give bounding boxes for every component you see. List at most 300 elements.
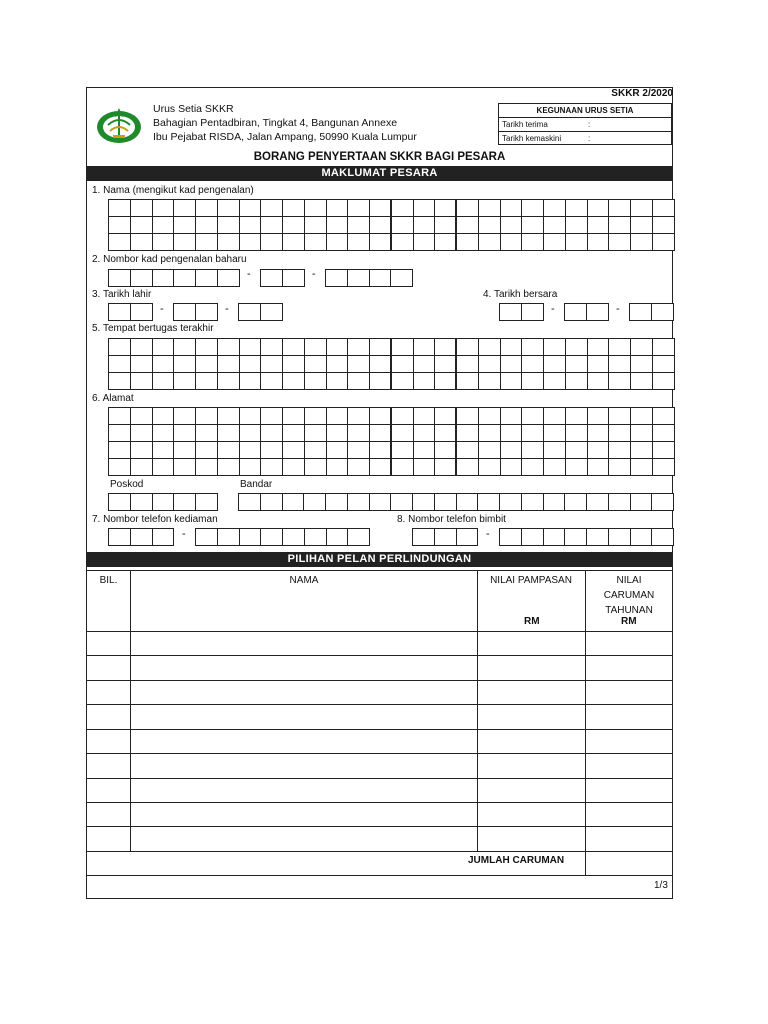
nama-cell[interactable] bbox=[239, 216, 262, 234]
kediaman-part2-cell[interactable] bbox=[347, 528, 370, 546]
alamat-cell[interactable] bbox=[456, 407, 479, 425]
bandar-cell[interactable] bbox=[390, 493, 413, 511]
bandar-cell[interactable] bbox=[456, 493, 479, 511]
alamat-cell[interactable] bbox=[130, 458, 153, 476]
alamat-cell[interactable] bbox=[326, 458, 349, 476]
lahir-month-cell[interactable] bbox=[195, 303, 218, 321]
table-row[interactable] bbox=[87, 656, 672, 680]
nama-cell[interactable] bbox=[608, 233, 631, 251]
alamat-cell[interactable] bbox=[391, 424, 414, 442]
alamat-cell[interactable] bbox=[630, 458, 653, 476]
nama-cell[interactable] bbox=[587, 199, 610, 217]
alamat-cell[interactable] bbox=[521, 424, 544, 442]
updated-date-row[interactable]: Tarikh kemaskini : bbox=[502, 134, 591, 143]
bandar-cell[interactable] bbox=[586, 493, 609, 511]
nama-cell[interactable] bbox=[630, 199, 653, 217]
nama-cell[interactable] bbox=[456, 233, 479, 251]
tempat-cell[interactable] bbox=[282, 338, 305, 356]
tempat-cell[interactable] bbox=[500, 372, 523, 390]
ic-part3-cell[interactable] bbox=[369, 269, 392, 287]
nama-cell[interactable] bbox=[456, 199, 479, 217]
tempat-cell[interactable] bbox=[630, 338, 653, 356]
received-date-row[interactable]: Tarikh terima : bbox=[499, 118, 671, 132]
alamat-cell[interactable] bbox=[434, 407, 457, 425]
alamat-cell[interactable] bbox=[152, 424, 175, 442]
alamat-cell[interactable] bbox=[413, 407, 436, 425]
nama-cell[interactable] bbox=[521, 199, 544, 217]
alamat-cell[interactable] bbox=[500, 441, 523, 459]
alamat-cell[interactable] bbox=[347, 441, 370, 459]
nama-cell[interactable] bbox=[282, 216, 305, 234]
alamat-cell[interactable] bbox=[630, 407, 653, 425]
bimbit-part1-cell[interactable] bbox=[434, 528, 457, 546]
ic-part3-cell[interactable] bbox=[347, 269, 370, 287]
kediaman-part1-cell[interactable] bbox=[152, 528, 175, 546]
alamat-cell[interactable] bbox=[173, 407, 196, 425]
tempat-cell[interactable] bbox=[543, 372, 566, 390]
table-row[interactable] bbox=[87, 730, 672, 753]
tempat-cell[interactable] bbox=[304, 355, 327, 373]
lahir-year-cell[interactable] bbox=[238, 303, 261, 321]
alamat-cell[interactable] bbox=[391, 441, 414, 459]
alamat-cell[interactable] bbox=[587, 407, 610, 425]
alamat-cell[interactable] bbox=[347, 407, 370, 425]
table-row[interactable] bbox=[87, 779, 672, 802]
ic-part1-cell[interactable] bbox=[130, 269, 153, 287]
nama-cell[interactable] bbox=[369, 233, 392, 251]
ic-part2-cell[interactable] bbox=[260, 269, 283, 287]
nama-cell[interactable] bbox=[239, 199, 262, 217]
alamat-cell[interactable] bbox=[173, 458, 196, 476]
nama-cell[interactable] bbox=[282, 233, 305, 251]
alamat-cell[interactable] bbox=[239, 458, 262, 476]
nama-cell[interactable] bbox=[478, 233, 501, 251]
nama-cell[interactable] bbox=[195, 199, 218, 217]
bersara-day-cell[interactable] bbox=[499, 303, 522, 321]
alamat-cell[interactable] bbox=[500, 407, 523, 425]
table-row[interactable] bbox=[87, 705, 672, 729]
tempat-cell[interactable] bbox=[173, 338, 196, 356]
tempat-cell[interactable] bbox=[652, 355, 675, 373]
alamat-cell[interactable] bbox=[239, 424, 262, 442]
bandar-cell[interactable] bbox=[238, 493, 261, 511]
tempat-cell[interactable] bbox=[130, 372, 153, 390]
nama-cell[interactable] bbox=[282, 199, 305, 217]
alamat-cell[interactable] bbox=[326, 424, 349, 442]
tempat-cell[interactable] bbox=[347, 338, 370, 356]
alamat-cell[interactable] bbox=[239, 441, 262, 459]
tempat-cell[interactable] bbox=[456, 372, 479, 390]
table-row[interactable] bbox=[87, 632, 672, 655]
tempat-cell[interactable] bbox=[587, 338, 610, 356]
tempat-cell[interactable] bbox=[304, 338, 327, 356]
tempat-cell[interactable] bbox=[565, 338, 588, 356]
nama-cell[interactable] bbox=[456, 216, 479, 234]
tempat-cell[interactable] bbox=[478, 372, 501, 390]
bersara-year-cell[interactable] bbox=[629, 303, 652, 321]
tempat-cell[interactable] bbox=[173, 355, 196, 373]
table-row[interactable] bbox=[87, 803, 672, 826]
lahir-month-cell[interactable] bbox=[173, 303, 196, 321]
nama-cell[interactable] bbox=[434, 216, 457, 234]
tempat-cell[interactable] bbox=[369, 338, 392, 356]
tempat-cell[interactable] bbox=[521, 372, 544, 390]
alamat-cell[interactable] bbox=[608, 458, 631, 476]
tempat-cell[interactable] bbox=[152, 372, 175, 390]
poskod-cell[interactable] bbox=[152, 493, 175, 511]
nama-cell[interactable] bbox=[326, 199, 349, 217]
tempat-cell[interactable] bbox=[195, 372, 218, 390]
alamat-cell[interactable] bbox=[434, 441, 457, 459]
nama-cell[interactable] bbox=[239, 233, 262, 251]
tempat-cell[interactable] bbox=[239, 355, 262, 373]
tempat-cell[interactable] bbox=[326, 355, 349, 373]
alamat-cell[interactable] bbox=[304, 441, 327, 459]
bandar-cell[interactable] bbox=[260, 493, 283, 511]
tempat-cell[interactable] bbox=[630, 355, 653, 373]
tempat-cell[interactable] bbox=[217, 355, 240, 373]
bersara-month-cell[interactable] bbox=[564, 303, 587, 321]
tempat-cell[interactable] bbox=[130, 338, 153, 356]
ic-part1-cell[interactable] bbox=[173, 269, 196, 287]
alamat-cell[interactable] bbox=[478, 424, 501, 442]
alamat-cell[interactable] bbox=[565, 458, 588, 476]
tempat-cell[interactable] bbox=[630, 372, 653, 390]
alamat-cell[interactable] bbox=[304, 407, 327, 425]
kediaman-part2-cell[interactable] bbox=[282, 528, 305, 546]
alamat-cell[interactable] bbox=[608, 441, 631, 459]
alamat-cell[interactable] bbox=[326, 441, 349, 459]
alamat-cell[interactable] bbox=[195, 458, 218, 476]
tempat-cell[interactable] bbox=[478, 338, 501, 356]
nama-cell[interactable] bbox=[565, 199, 588, 217]
ic-part1-cell[interactable] bbox=[152, 269, 175, 287]
tempat-cell[interactable] bbox=[478, 355, 501, 373]
alamat-cell[interactable] bbox=[500, 458, 523, 476]
alamat-cell[interactable] bbox=[456, 458, 479, 476]
tempat-cell[interactable] bbox=[326, 372, 349, 390]
nama-cell[interactable] bbox=[587, 233, 610, 251]
lahir-year-cell[interactable] bbox=[260, 303, 283, 321]
alamat-cell[interactable] bbox=[434, 424, 457, 442]
nama-cell[interactable] bbox=[543, 233, 566, 251]
tempat-cell[interactable] bbox=[326, 338, 349, 356]
tempat-cell[interactable] bbox=[608, 355, 631, 373]
bandar-cell[interactable] bbox=[499, 493, 522, 511]
nama-cell[interactable] bbox=[304, 233, 327, 251]
bimbit-part2-cell[interactable] bbox=[608, 528, 631, 546]
alamat-cell[interactable] bbox=[326, 407, 349, 425]
alamat-cell[interactable] bbox=[565, 424, 588, 442]
alamat-cell[interactable] bbox=[282, 424, 305, 442]
alamat-cell[interactable] bbox=[521, 407, 544, 425]
kediaman-part2-cell[interactable] bbox=[217, 528, 240, 546]
nama-cell[interactable] bbox=[347, 199, 370, 217]
tempat-cell[interactable] bbox=[587, 372, 610, 390]
nama-cell[interactable] bbox=[478, 216, 501, 234]
alamat-cell[interactable] bbox=[521, 458, 544, 476]
nama-cell[interactable] bbox=[630, 216, 653, 234]
nama-cell[interactable] bbox=[521, 216, 544, 234]
tempat-cell[interactable] bbox=[152, 338, 175, 356]
alamat-cell[interactable] bbox=[478, 441, 501, 459]
nama-cell[interactable] bbox=[130, 199, 153, 217]
alamat-cell[interactable] bbox=[369, 407, 392, 425]
alamat-cell[interactable] bbox=[587, 458, 610, 476]
alamat-cell[interactable] bbox=[500, 424, 523, 442]
tempat-cell[interactable] bbox=[239, 372, 262, 390]
alamat-cell[interactable] bbox=[456, 441, 479, 459]
tempat-cell[interactable] bbox=[282, 372, 305, 390]
alamat-cell[interactable] bbox=[282, 407, 305, 425]
nama-cell[interactable] bbox=[434, 233, 457, 251]
nama-cell[interactable] bbox=[478, 199, 501, 217]
alamat-cell[interactable] bbox=[478, 458, 501, 476]
alamat-cell[interactable] bbox=[543, 458, 566, 476]
tempat-cell[interactable] bbox=[391, 355, 414, 373]
nama-cell[interactable] bbox=[152, 216, 175, 234]
bandar-cell[interactable] bbox=[630, 493, 653, 511]
bandar-cell[interactable] bbox=[608, 493, 631, 511]
alamat-cell[interactable] bbox=[217, 407, 240, 425]
kediaman-part2-cell[interactable] bbox=[239, 528, 262, 546]
alamat-cell[interactable] bbox=[608, 424, 631, 442]
alamat-cell[interactable] bbox=[652, 424, 675, 442]
tempat-cell[interactable] bbox=[108, 338, 131, 356]
ic-part1-cell[interactable] bbox=[195, 269, 218, 287]
alamat-cell[interactable] bbox=[260, 407, 283, 425]
alamat-cell[interactable] bbox=[434, 458, 457, 476]
nama-cell[interactable] bbox=[630, 233, 653, 251]
tempat-cell[interactable] bbox=[608, 338, 631, 356]
nama-cell[interactable] bbox=[652, 233, 675, 251]
alamat-cell[interactable] bbox=[369, 441, 392, 459]
alamat-cell[interactable] bbox=[282, 458, 305, 476]
alamat-cell[interactable] bbox=[195, 407, 218, 425]
nama-cell[interactable] bbox=[173, 233, 196, 251]
alamat-cell[interactable] bbox=[108, 441, 131, 459]
tempat-cell[interactable] bbox=[456, 355, 479, 373]
alamat-cell[interactable] bbox=[173, 424, 196, 442]
alamat-cell[interactable] bbox=[108, 458, 131, 476]
alamat-cell[interactable] bbox=[108, 407, 131, 425]
bimbit-part2-cell[interactable] bbox=[651, 528, 674, 546]
alamat-cell[interactable] bbox=[217, 441, 240, 459]
nama-cell[interactable] bbox=[608, 216, 631, 234]
alamat-cell[interactable] bbox=[652, 458, 675, 476]
nama-cell[interactable] bbox=[500, 233, 523, 251]
alamat-cell[interactable] bbox=[630, 441, 653, 459]
alamat-cell[interactable] bbox=[347, 424, 370, 442]
tempat-cell[interactable] bbox=[282, 355, 305, 373]
nama-cell[interactable] bbox=[413, 233, 436, 251]
alamat-cell[interactable] bbox=[282, 441, 305, 459]
tempat-cell[interactable] bbox=[652, 372, 675, 390]
poskod-cell[interactable] bbox=[130, 493, 153, 511]
tempat-cell[interactable] bbox=[239, 338, 262, 356]
alamat-cell[interactable] bbox=[304, 424, 327, 442]
nama-cell[interactable] bbox=[260, 216, 283, 234]
nama-cell[interactable] bbox=[108, 199, 131, 217]
tempat-cell[interactable] bbox=[195, 338, 218, 356]
tempat-cell[interactable] bbox=[500, 355, 523, 373]
tempat-cell[interactable] bbox=[565, 372, 588, 390]
nama-cell[interactable] bbox=[391, 233, 414, 251]
alamat-cell[interactable] bbox=[369, 424, 392, 442]
poskod-cell[interactable] bbox=[195, 493, 218, 511]
bandar-cell[interactable] bbox=[564, 493, 587, 511]
tempat-cell[interactable] bbox=[108, 355, 131, 373]
tempat-cell[interactable] bbox=[217, 372, 240, 390]
tempat-cell[interactable] bbox=[543, 355, 566, 373]
tempat-cell[interactable] bbox=[260, 372, 283, 390]
alamat-cell[interactable] bbox=[130, 424, 153, 442]
alamat-cell[interactable] bbox=[239, 407, 262, 425]
bimbit-part2-cell[interactable] bbox=[521, 528, 544, 546]
nama-cell[interactable] bbox=[413, 199, 436, 217]
table-row[interactable] bbox=[87, 827, 672, 851]
bandar-cell[interactable] bbox=[325, 493, 348, 511]
bandar-cell[interactable] bbox=[303, 493, 326, 511]
poskod-cell[interactable] bbox=[173, 493, 196, 511]
alamat-cell[interactable] bbox=[652, 407, 675, 425]
nama-cell[interactable] bbox=[173, 199, 196, 217]
tempat-cell[interactable] bbox=[500, 338, 523, 356]
bandar-cell[interactable] bbox=[282, 493, 305, 511]
tempat-cell[interactable] bbox=[108, 372, 131, 390]
ic-part2-cell[interactable] bbox=[282, 269, 305, 287]
nama-cell[interactable] bbox=[260, 233, 283, 251]
kediaman-part2-cell[interactable] bbox=[195, 528, 218, 546]
alamat-cell[interactable] bbox=[456, 424, 479, 442]
tempat-cell[interactable] bbox=[652, 338, 675, 356]
nama-cell[interactable] bbox=[260, 199, 283, 217]
nama-cell[interactable] bbox=[108, 216, 131, 234]
alamat-cell[interactable] bbox=[630, 424, 653, 442]
nama-cell[interactable] bbox=[347, 216, 370, 234]
bandar-cell[interactable] bbox=[434, 493, 457, 511]
bersara-day-cell[interactable] bbox=[521, 303, 544, 321]
tempat-cell[interactable] bbox=[195, 355, 218, 373]
nama-cell[interactable] bbox=[173, 216, 196, 234]
alamat-cell[interactable] bbox=[413, 424, 436, 442]
ic-part3-cell[interactable] bbox=[390, 269, 413, 287]
nama-cell[interactable] bbox=[152, 199, 175, 217]
table-row[interactable] bbox=[87, 681, 672, 704]
nama-cell[interactable] bbox=[543, 216, 566, 234]
nama-cell[interactable] bbox=[326, 233, 349, 251]
tempat-cell[interactable] bbox=[304, 372, 327, 390]
table-row[interactable] bbox=[87, 754, 672, 778]
alamat-cell[interactable] bbox=[478, 407, 501, 425]
bersara-month-cell[interactable] bbox=[586, 303, 609, 321]
nama-cell[interactable] bbox=[347, 233, 370, 251]
bimbit-part2-cell[interactable] bbox=[543, 528, 566, 546]
tempat-cell[interactable] bbox=[413, 338, 436, 356]
kediaman-part1-cell[interactable] bbox=[108, 528, 131, 546]
nama-cell[interactable] bbox=[152, 233, 175, 251]
kediaman-part2-cell[interactable] bbox=[326, 528, 349, 546]
bimbit-part1-cell[interactable] bbox=[456, 528, 479, 546]
tempat-cell[interactable] bbox=[130, 355, 153, 373]
tempat-cell[interactable] bbox=[347, 372, 370, 390]
bandar-cell[interactable] bbox=[412, 493, 435, 511]
alamat-cell[interactable] bbox=[152, 458, 175, 476]
alamat-cell[interactable] bbox=[130, 407, 153, 425]
tempat-cell[interactable] bbox=[413, 355, 436, 373]
alamat-cell[interactable] bbox=[391, 407, 414, 425]
alamat-cell[interactable] bbox=[217, 458, 240, 476]
nama-cell[interactable] bbox=[521, 233, 544, 251]
alamat-cell[interactable] bbox=[260, 441, 283, 459]
bandar-cell[interactable] bbox=[369, 493, 392, 511]
tempat-cell[interactable] bbox=[347, 355, 370, 373]
tempat-cell[interactable] bbox=[369, 372, 392, 390]
kediaman-part2-cell[interactable] bbox=[304, 528, 327, 546]
alamat-cell[interactable] bbox=[304, 458, 327, 476]
nama-cell[interactable] bbox=[304, 199, 327, 217]
alamat-cell[interactable] bbox=[413, 441, 436, 459]
alamat-cell[interactable] bbox=[130, 441, 153, 459]
tempat-cell[interactable] bbox=[521, 338, 544, 356]
bandar-cell[interactable] bbox=[521, 493, 544, 511]
bimbit-part2-cell[interactable] bbox=[499, 528, 522, 546]
nama-cell[interactable] bbox=[587, 216, 610, 234]
tempat-cell[interactable] bbox=[587, 355, 610, 373]
alamat-cell[interactable] bbox=[347, 458, 370, 476]
alamat-cell[interactable] bbox=[173, 441, 196, 459]
alamat-cell[interactable] bbox=[565, 441, 588, 459]
bandar-cell[interactable] bbox=[543, 493, 566, 511]
nama-cell[interactable] bbox=[500, 199, 523, 217]
tempat-cell[interactable] bbox=[543, 338, 566, 356]
bandar-cell[interactable] bbox=[477, 493, 500, 511]
nama-cell[interactable] bbox=[108, 233, 131, 251]
tempat-cell[interactable] bbox=[391, 338, 414, 356]
nama-cell[interactable] bbox=[652, 199, 675, 217]
alamat-cell[interactable] bbox=[195, 441, 218, 459]
tempat-cell[interactable] bbox=[260, 338, 283, 356]
alamat-cell[interactable] bbox=[565, 407, 588, 425]
alamat-cell[interactable] bbox=[152, 441, 175, 459]
alamat-cell[interactable] bbox=[587, 424, 610, 442]
tempat-cell[interactable] bbox=[565, 355, 588, 373]
tempat-cell[interactable] bbox=[413, 372, 436, 390]
bimbit-part2-cell[interactable] bbox=[630, 528, 653, 546]
alamat-cell[interactable] bbox=[543, 407, 566, 425]
nama-cell[interactable] bbox=[195, 233, 218, 251]
alamat-cell[interactable] bbox=[369, 458, 392, 476]
tempat-cell[interactable] bbox=[434, 355, 457, 373]
tempat-cell[interactable] bbox=[152, 355, 175, 373]
alamat-cell[interactable] bbox=[521, 441, 544, 459]
nama-cell[interactable] bbox=[304, 216, 327, 234]
alamat-cell[interactable] bbox=[608, 407, 631, 425]
tempat-cell[interactable] bbox=[456, 338, 479, 356]
tempat-cell[interactable] bbox=[260, 355, 283, 373]
nama-cell[interactable] bbox=[369, 199, 392, 217]
nama-cell[interactable] bbox=[130, 233, 153, 251]
nama-cell[interactable] bbox=[195, 216, 218, 234]
tempat-cell[interactable] bbox=[521, 355, 544, 373]
bimbit-part2-cell[interactable] bbox=[564, 528, 587, 546]
nama-cell[interactable] bbox=[565, 233, 588, 251]
nama-cell[interactable] bbox=[434, 199, 457, 217]
nama-cell[interactable] bbox=[565, 216, 588, 234]
tempat-cell[interactable] bbox=[391, 372, 414, 390]
nama-cell[interactable] bbox=[130, 216, 153, 234]
bimbit-part2-cell[interactable] bbox=[586, 528, 609, 546]
